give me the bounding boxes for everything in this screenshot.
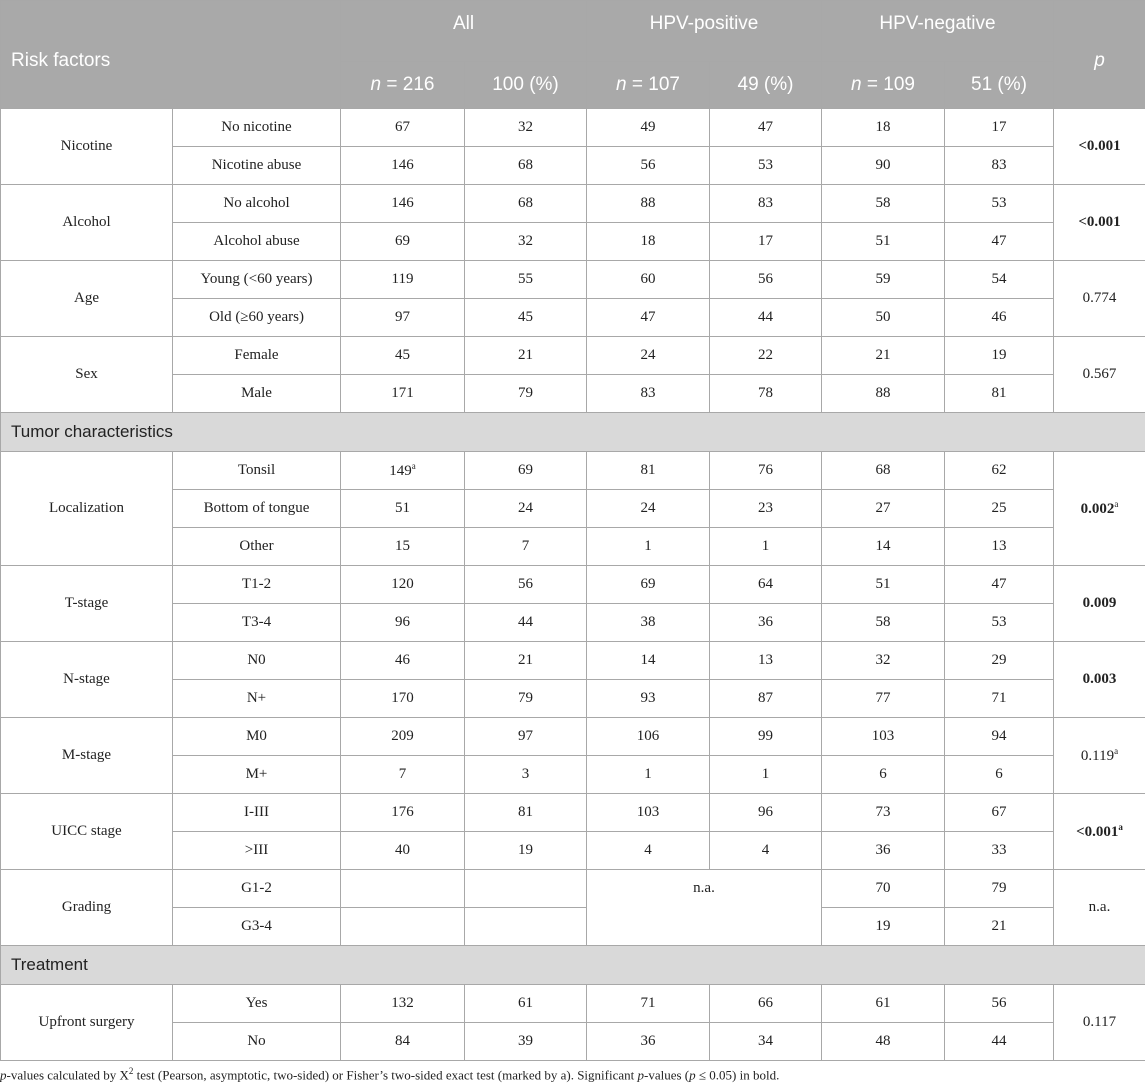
category-label: Male bbox=[173, 375, 341, 413]
category-label: Yes bbox=[173, 985, 341, 1023]
cell: 19 bbox=[465, 832, 587, 870]
table-row bbox=[1, 452, 1145, 490]
cell: 46 bbox=[341, 642, 465, 680]
section-row-treatment bbox=[1, 946, 1145, 985]
category-label: >III bbox=[173, 832, 341, 870]
cell: 56 bbox=[710, 261, 822, 299]
cell: 18 bbox=[822, 109, 945, 147]
cell: 36 bbox=[710, 604, 822, 642]
cell: 93 bbox=[587, 680, 710, 718]
cell: 51 bbox=[822, 223, 945, 261]
cell-empty bbox=[465, 908, 587, 946]
cell: 68 bbox=[822, 452, 945, 490]
table-row bbox=[1, 147, 1145, 185]
cell: 71 bbox=[587, 985, 710, 1023]
cell: 103 bbox=[822, 718, 945, 756]
header-p: p bbox=[1054, 1, 1145, 109]
cell: 18 bbox=[587, 223, 710, 261]
cell: 47 bbox=[587, 299, 710, 337]
cell: 17 bbox=[945, 109, 1054, 147]
cell: 24 bbox=[465, 490, 587, 528]
cell: 13 bbox=[710, 642, 822, 680]
category-label: Female bbox=[173, 337, 341, 375]
cell: 146 bbox=[341, 185, 465, 223]
cell: 46 bbox=[945, 299, 1054, 337]
cell: 70 bbox=[822, 870, 945, 908]
category-label: Young (<60 years) bbox=[173, 261, 341, 299]
category-label: N0 bbox=[173, 642, 341, 680]
factor-label: Sex bbox=[1, 337, 173, 413]
header-all-n: n = 216 bbox=[341, 62, 465, 109]
p-value: <0.001 bbox=[1054, 185, 1145, 261]
cell: 94 bbox=[945, 718, 1054, 756]
cell: 24 bbox=[587, 490, 710, 528]
cell: 69 bbox=[341, 223, 465, 261]
cell: 90 bbox=[822, 147, 945, 185]
category-label: No bbox=[173, 1023, 341, 1061]
cell: 55 bbox=[465, 261, 587, 299]
cell: 84 bbox=[341, 1023, 465, 1061]
cell: 27 bbox=[822, 490, 945, 528]
p-value: 0.009 bbox=[1054, 566, 1145, 642]
table-row bbox=[1, 223, 1145, 261]
cell: 38 bbox=[587, 604, 710, 642]
category-label: M0 bbox=[173, 718, 341, 756]
table-row bbox=[1, 985, 1145, 1023]
factor-label: Nicotine bbox=[1, 109, 173, 185]
header-risk-factors: Risk factors bbox=[1, 1, 341, 109]
cell: 83 bbox=[710, 185, 822, 223]
cell: 47 bbox=[710, 109, 822, 147]
cell: 170 bbox=[341, 680, 465, 718]
factor-label: Localization bbox=[1, 452, 173, 566]
header-pos-n: n = 107 bbox=[587, 62, 710, 109]
cell: 47 bbox=[945, 566, 1054, 604]
cell: 44 bbox=[710, 299, 822, 337]
cell: 56 bbox=[945, 985, 1054, 1023]
cell: 106 bbox=[587, 718, 710, 756]
table-row bbox=[1, 299, 1145, 337]
p-value: <0.001 bbox=[1054, 109, 1145, 185]
cell: 44 bbox=[465, 604, 587, 642]
section-row-tumor bbox=[1, 413, 1145, 452]
table-row bbox=[1, 375, 1145, 413]
cell: 103 bbox=[587, 794, 710, 832]
cell: 29 bbox=[945, 642, 1054, 680]
cell: 119 bbox=[341, 261, 465, 299]
category-label: G3-4 bbox=[173, 908, 341, 946]
p-value: 0.002$^a$ bbox=[1054, 452, 1145, 566]
category-label: G1-2 bbox=[173, 870, 341, 908]
cell: 6 bbox=[822, 756, 945, 794]
factor-label: Upfront surgery bbox=[1, 985, 173, 1061]
cell: 49 bbox=[587, 109, 710, 147]
cell: 62 bbox=[945, 452, 1054, 490]
cell: 6 bbox=[945, 756, 1054, 794]
cell-empty bbox=[341, 870, 465, 908]
category-label: Old (≥60 years) bbox=[173, 299, 341, 337]
cell: 97 bbox=[341, 299, 465, 337]
cell: 45 bbox=[341, 337, 465, 375]
cell: 99 bbox=[710, 718, 822, 756]
header-all-pct: 100 (%) bbox=[465, 62, 587, 109]
cell: 56 bbox=[587, 147, 710, 185]
cell: 83 bbox=[945, 147, 1054, 185]
table-row bbox=[1, 109, 1145, 147]
p-value: 0.119$^a$ bbox=[1054, 718, 1145, 794]
cell: 61 bbox=[822, 985, 945, 1023]
cell: 76 bbox=[710, 452, 822, 490]
cell: 176 bbox=[341, 794, 465, 832]
table-row bbox=[1, 490, 1145, 528]
cell: 15 bbox=[341, 528, 465, 566]
table-row bbox=[1, 185, 1145, 223]
table-row bbox=[1, 604, 1145, 642]
cell: 45 bbox=[465, 299, 587, 337]
cell: 32 bbox=[465, 223, 587, 261]
category-label: Other bbox=[173, 528, 341, 566]
cell: 23 bbox=[710, 490, 822, 528]
cell: 88 bbox=[587, 185, 710, 223]
category-label: T3-4 bbox=[173, 604, 341, 642]
cell: 21 bbox=[465, 642, 587, 680]
cell: 60 bbox=[587, 261, 710, 299]
header-hpv-positive: HPV-positive bbox=[587, 1, 822, 62]
cell: 51 bbox=[822, 566, 945, 604]
cell: 68 bbox=[465, 147, 587, 185]
cell: 59 bbox=[822, 261, 945, 299]
cell: 67 bbox=[945, 794, 1054, 832]
cell: 22 bbox=[710, 337, 822, 375]
cell-empty bbox=[465, 870, 587, 908]
cell: 81 bbox=[587, 452, 710, 490]
category-label: Bottom of tongue bbox=[173, 490, 341, 528]
table-row bbox=[1, 908, 1145, 946]
cell: 58 bbox=[822, 185, 945, 223]
table-row bbox=[1, 642, 1145, 680]
cell: 81 bbox=[465, 794, 587, 832]
header-neg-pct: 51 (%) bbox=[945, 62, 1054, 109]
cell: 7 bbox=[465, 528, 587, 566]
factor-label: N-stage bbox=[1, 642, 173, 718]
cell: 78 bbox=[710, 375, 822, 413]
table-row bbox=[1, 1023, 1145, 1061]
factor-label: UICC stage bbox=[1, 794, 173, 870]
category-label: Nicotine abuse bbox=[173, 147, 341, 185]
category-label: No alcohol bbox=[173, 185, 341, 223]
cell: 14 bbox=[587, 642, 710, 680]
cell: 50 bbox=[822, 299, 945, 337]
cell: 149$^a$ bbox=[341, 452, 465, 490]
cell: 48 bbox=[822, 1023, 945, 1061]
table-row bbox=[1, 756, 1145, 794]
cell: 79 bbox=[465, 680, 587, 718]
cell: 44 bbox=[945, 1023, 1054, 1061]
cell: 25 bbox=[945, 490, 1054, 528]
cell: 13 bbox=[945, 528, 1054, 566]
cell: 39 bbox=[465, 1023, 587, 1061]
header-neg-n: n = 109 bbox=[822, 62, 945, 109]
cell: 68 bbox=[465, 185, 587, 223]
cell: 32 bbox=[822, 642, 945, 680]
p-value: n.a. bbox=[1054, 870, 1145, 946]
cell: 51 bbox=[341, 490, 465, 528]
cell: 24 bbox=[587, 337, 710, 375]
cell: 96 bbox=[710, 794, 822, 832]
cell: 19 bbox=[945, 337, 1054, 375]
cell: 79 bbox=[945, 870, 1054, 908]
category-label: Tonsil bbox=[173, 452, 341, 490]
cell: 4 bbox=[587, 832, 710, 870]
cell: 71 bbox=[945, 680, 1054, 718]
p-value: 0.567 bbox=[1054, 337, 1145, 413]
cell: 7 bbox=[341, 756, 465, 794]
section-title: Tumor characteristics bbox=[1, 413, 1145, 452]
cell: 1 bbox=[710, 528, 822, 566]
cell: 58 bbox=[822, 604, 945, 642]
cell: 33 bbox=[945, 832, 1054, 870]
cell: 87 bbox=[710, 680, 822, 718]
p-value: <0.001$^a$ bbox=[1054, 794, 1145, 870]
cell: 1 bbox=[710, 756, 822, 794]
cell: 21 bbox=[945, 908, 1054, 946]
cell: 56 bbox=[465, 566, 587, 604]
cell: 77 bbox=[822, 680, 945, 718]
cell: 40 bbox=[341, 832, 465, 870]
p-value: 0.117 bbox=[1054, 985, 1145, 1061]
factor-label: M-stage bbox=[1, 718, 173, 794]
cell: 21 bbox=[465, 337, 587, 375]
cell: 96 bbox=[341, 604, 465, 642]
table-row bbox=[1, 680, 1145, 718]
cell: 67 bbox=[341, 109, 465, 147]
cell: 54 bbox=[945, 261, 1054, 299]
category-label: T1-2 bbox=[173, 566, 341, 604]
p-value: 0.774 bbox=[1054, 261, 1145, 337]
cell: 64 bbox=[710, 566, 822, 604]
cell: 146 bbox=[341, 147, 465, 185]
cell: 17 bbox=[710, 223, 822, 261]
cell: 34 bbox=[710, 1023, 822, 1061]
cell: 1 bbox=[587, 756, 710, 794]
cell: 19 bbox=[822, 908, 945, 946]
cell: 53 bbox=[945, 604, 1054, 642]
cell: 36 bbox=[587, 1023, 710, 1061]
table-row bbox=[1, 261, 1145, 299]
table-row bbox=[1, 337, 1145, 375]
cell: 79 bbox=[465, 375, 587, 413]
cell: 1 bbox=[587, 528, 710, 566]
cell: 69 bbox=[587, 566, 710, 604]
category-label: N+ bbox=[173, 680, 341, 718]
cell: 97 bbox=[465, 718, 587, 756]
header-pos-pct: 49 (%) bbox=[710, 62, 822, 109]
cell: 32 bbox=[465, 109, 587, 147]
category-label: Alcohol abuse bbox=[173, 223, 341, 261]
cell: 3 bbox=[465, 756, 587, 794]
cell: 21 bbox=[822, 337, 945, 375]
factor-label: Alcohol bbox=[1, 185, 173, 261]
category-label: M+ bbox=[173, 756, 341, 794]
cell: 73 bbox=[822, 794, 945, 832]
cell: 171 bbox=[341, 375, 465, 413]
p-value: 0.003 bbox=[1054, 642, 1145, 718]
table-row bbox=[1, 870, 1145, 908]
header-all: All bbox=[341, 1, 587, 62]
section-title: Treatment bbox=[1, 946, 1145, 985]
cell: 61 bbox=[465, 985, 587, 1023]
factor-label: T-stage bbox=[1, 566, 173, 642]
header-hpv-negative: HPV-negative bbox=[822, 1, 1054, 62]
table-row bbox=[1, 832, 1145, 870]
cell: 36 bbox=[822, 832, 945, 870]
factor-label: Grading bbox=[1, 870, 173, 946]
table-row bbox=[1, 718, 1145, 756]
category-label: No nicotine bbox=[173, 109, 341, 147]
table-row bbox=[1, 528, 1145, 566]
category-label: I-III bbox=[173, 794, 341, 832]
cell: 88 bbox=[822, 375, 945, 413]
cell: 66 bbox=[710, 985, 822, 1023]
table-footnote: p-values calculated by $X^2$ test (Pearson, asymptotic, two-sided) or Fisher’s two-sided exact test (marked by a). Significant p-values (p ≤ 0.05) in bold. bbox=[0, 1066, 780, 1083]
cell: 14 bbox=[822, 528, 945, 566]
cell-na: n.a. bbox=[587, 870, 822, 946]
cell: 120 bbox=[341, 566, 465, 604]
table-row bbox=[1, 794, 1145, 832]
cell: 209 bbox=[341, 718, 465, 756]
cell: 47 bbox=[945, 223, 1054, 261]
cell-empty bbox=[341, 908, 465, 946]
table-row bbox=[1, 566, 1145, 604]
cell: 53 bbox=[945, 185, 1054, 223]
cell: 132 bbox=[341, 985, 465, 1023]
cell: 83 bbox=[587, 375, 710, 413]
cell: 81 bbox=[945, 375, 1054, 413]
cell: 69 bbox=[465, 452, 587, 490]
cell: 4 bbox=[710, 832, 822, 870]
cell: 53 bbox=[710, 147, 822, 185]
factor-label: Age bbox=[1, 261, 173, 337]
